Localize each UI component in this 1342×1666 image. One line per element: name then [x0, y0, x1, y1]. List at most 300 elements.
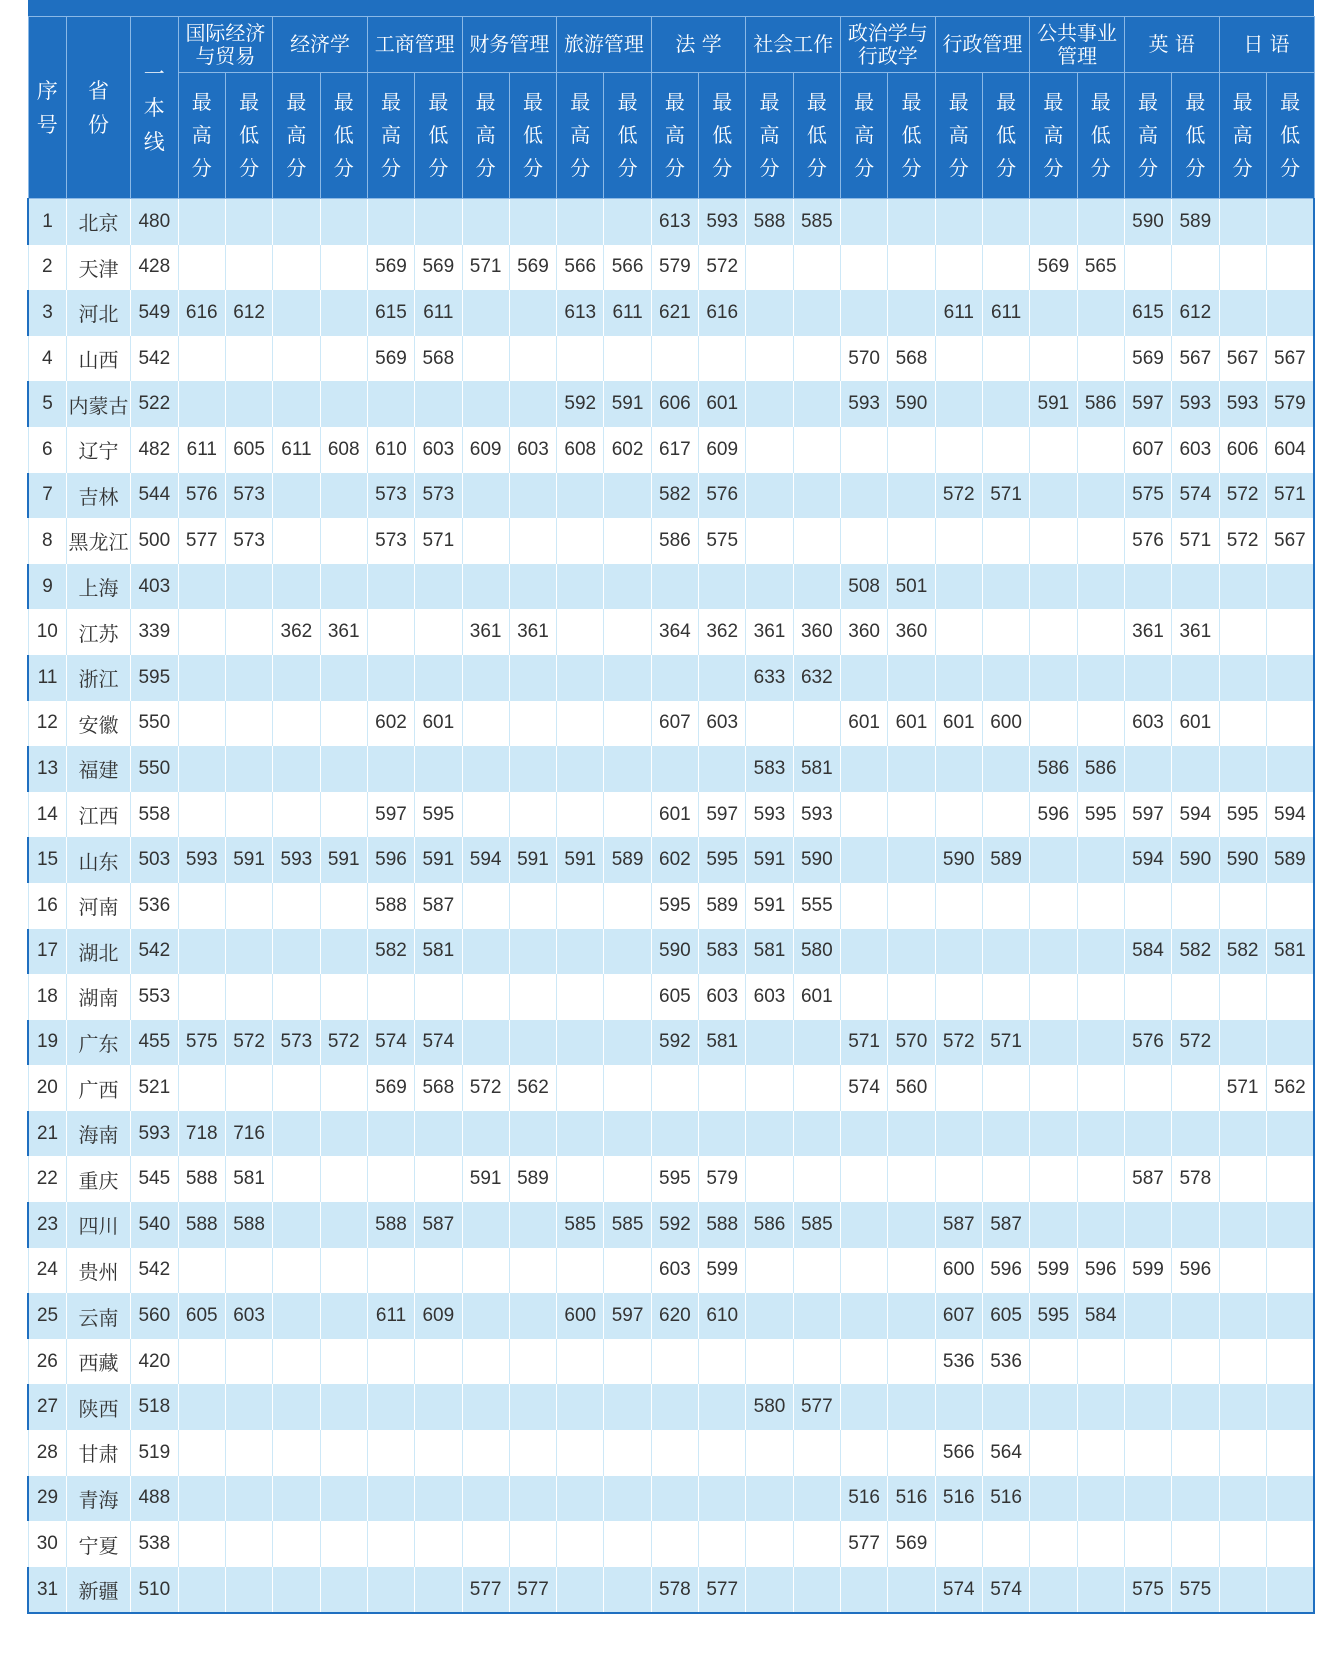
max-score-cell [1030, 701, 1077, 747]
min-score-cell [793, 1156, 840, 1202]
max-score-cell [1219, 655, 1266, 701]
max-score-cell [1030, 883, 1077, 929]
max-score-cell [462, 974, 509, 1020]
max-score-cell: 599 [1124, 1248, 1171, 1294]
major-header: 工商管理 [367, 17, 462, 73]
max-score-cell [1124, 746, 1171, 792]
max-score-cell [1219, 245, 1266, 291]
min-score-cell [1172, 1430, 1219, 1476]
min-score-cell [1172, 974, 1219, 1020]
min-score-cell [1077, 427, 1124, 473]
row-index: 1 [28, 199, 67, 245]
min-score-cell [225, 974, 272, 1020]
min-score-cell [1077, 1020, 1124, 1066]
max-score-cell [841, 792, 888, 838]
min-score-cell: 571 [1172, 518, 1219, 564]
min-score-cell: 577 [793, 1384, 840, 1430]
min-score-cell: 360 [793, 609, 840, 655]
min-score-cell: 603 [509, 427, 556, 473]
min-score-cell [225, 792, 272, 838]
first-tier-line: 519 [130, 1430, 178, 1476]
min-score-cell: 588 [699, 1202, 746, 1248]
province-name: 湖北 [67, 929, 131, 975]
max-score-cell: 718 [178, 1111, 225, 1157]
min-score-cell: 591 [415, 837, 462, 883]
min-score-cell: 595 [699, 837, 746, 883]
min-score-cell: 605 [225, 427, 272, 473]
min-score-cell [509, 1521, 556, 1567]
min-score-cell: 587 [415, 883, 462, 929]
min-score-cell [604, 974, 651, 1020]
max-score-cell [651, 1065, 698, 1111]
first-tier-line: 455 [130, 1020, 178, 1066]
max-score-cell [841, 427, 888, 473]
max-score-cell [841, 1384, 888, 1430]
min-score-cell: 591 [509, 837, 556, 883]
score-type-header-row [28, 73, 1314, 199]
min-score-cell [793, 1020, 840, 1066]
min-score-cell: 560 [888, 1065, 935, 1111]
max-score-cell [273, 655, 320, 701]
max-score-cell [367, 746, 414, 792]
max-score-cell [273, 336, 320, 382]
min-score-cell [982, 1111, 1029, 1157]
province-name: 山东 [67, 837, 131, 883]
max-score-cell [462, 929, 509, 975]
min-score-cell: 590 [793, 837, 840, 883]
max-score-cell [178, 564, 225, 610]
max-score-cell: 613 [557, 290, 604, 336]
max-score-cell [367, 564, 414, 610]
min-score-cell [320, 473, 367, 519]
max-score-cell [1030, 336, 1077, 382]
min-score-cell [1266, 1248, 1314, 1294]
max-score-cell: 605 [178, 1293, 225, 1339]
min-score-cell [1077, 518, 1124, 564]
min-score-cell [320, 1339, 367, 1385]
max-score-cell: 571 [841, 1020, 888, 1066]
max-score-cell [462, 1293, 509, 1339]
min-score-cell [415, 199, 462, 245]
max-score-cell: 600 [935, 1248, 982, 1294]
min-score-cell [888, 1339, 935, 1385]
first-tier-line: 482 [130, 427, 178, 473]
min-score-cell [509, 1339, 556, 1385]
province-name: 湖南 [67, 974, 131, 1020]
max-score-cell [651, 1111, 698, 1157]
max-score-cell [651, 1430, 698, 1476]
max-score-cell [1219, 1430, 1266, 1476]
table-row [28, 199, 1314, 245]
min-score-cell [1077, 473, 1124, 519]
max-score-cell [1030, 1430, 1077, 1476]
min-score-cell: 589 [1172, 199, 1219, 245]
table-row [28, 746, 1314, 792]
max-score-cell [557, 1111, 604, 1157]
max-score-cell: 516 [935, 1476, 982, 1522]
max-score-cell [1030, 427, 1077, 473]
min-score-cell [1077, 1339, 1124, 1385]
table-row [28, 1020, 1314, 1066]
max-score-cell [178, 381, 225, 427]
min-score-cell [1266, 883, 1314, 929]
min-score-cell: 597 [604, 1293, 651, 1339]
max-score-cell: 588 [178, 1156, 225, 1202]
max-score-cell [367, 609, 414, 655]
min-score-cell [320, 929, 367, 975]
max-score-cell [1030, 655, 1077, 701]
first-tier-line: 488 [130, 1476, 178, 1522]
max-score-cell [462, 473, 509, 519]
min-score-cell [509, 1384, 556, 1430]
max-score-cell [1219, 1156, 1266, 1202]
row-index: 11 [28, 655, 67, 701]
max-score-cell [746, 1339, 793, 1385]
row-index: 18 [28, 974, 67, 1020]
max-score-cell [1030, 837, 1077, 883]
max-score-cell: 580 [746, 1384, 793, 1430]
min-score-cell: 587 [415, 1202, 462, 1248]
province-name: 河南 [67, 883, 131, 929]
min-score-cell [793, 290, 840, 336]
min-score-cell [1172, 655, 1219, 701]
min-score-cell [320, 1065, 367, 1111]
min-score-cell [982, 427, 1029, 473]
min-score-cell: 609 [415, 1293, 462, 1339]
min-score-cell [320, 381, 367, 427]
max-score-cell [557, 336, 604, 382]
max-score-cell: 593 [841, 381, 888, 427]
min-score-cell [888, 199, 935, 245]
min-score-cell [888, 1111, 935, 1157]
max-score-cell [1030, 929, 1077, 975]
province-name: 四川 [67, 1202, 131, 1248]
province-name: 青海 [67, 1476, 131, 1522]
min-score-cell [1172, 245, 1219, 291]
min-score-cell [888, 1567, 935, 1614]
max-score-cell: 593 [1219, 381, 1266, 427]
min-score-cell [1077, 336, 1124, 382]
min-score-cell [415, 1384, 462, 1430]
min-score-cell [604, 883, 651, 929]
min-score-cell [320, 1293, 367, 1339]
max-score-cell [1030, 1476, 1077, 1522]
min-score-cell: 581 [699, 1020, 746, 1066]
min-score-cell [320, 1248, 367, 1294]
max-score-cell [557, 974, 604, 1020]
min-score-cell: 583 [699, 929, 746, 975]
max-score-cell: 574 [367, 1020, 414, 1066]
min-score-cell: 603 [1172, 427, 1219, 473]
first-tier-line: 545 [130, 1156, 178, 1202]
header-max-score: 最 高 分 [1219, 73, 1266, 199]
max-score-cell [462, 381, 509, 427]
max-score-cell [1030, 1521, 1077, 1567]
first-tier-line: 518 [130, 1384, 178, 1430]
max-score-cell [841, 837, 888, 883]
max-score-cell [273, 199, 320, 245]
min-score-cell: 593 [699, 199, 746, 245]
header-min-score: 最 低 分 [415, 73, 462, 199]
max-score-cell: 574 [935, 1567, 982, 1614]
row-index: 6 [28, 427, 67, 473]
min-score-cell: 597 [699, 792, 746, 838]
max-score-cell [557, 473, 604, 519]
min-score-cell: 573 [225, 473, 272, 519]
min-score-cell [982, 1065, 1029, 1111]
max-score-cell [273, 564, 320, 610]
min-score-cell [509, 290, 556, 336]
max-score-cell [557, 1476, 604, 1522]
max-score-cell [557, 1156, 604, 1202]
min-score-cell: 569 [415, 245, 462, 291]
province-name: 广东 [67, 1020, 131, 1066]
max-score-cell [367, 1111, 414, 1157]
max-score-cell: 615 [1124, 290, 1171, 336]
max-score-cell [273, 1065, 320, 1111]
max-score-cell [1030, 974, 1077, 1020]
max-score-cell [746, 1521, 793, 1567]
min-score-cell [1077, 1111, 1124, 1157]
min-score-cell [1077, 1384, 1124, 1430]
max-score-cell [746, 290, 793, 336]
table-row [28, 518, 1314, 564]
min-score-cell [320, 1202, 367, 1248]
row-index: 4 [28, 336, 67, 382]
max-score-cell [1219, 1384, 1266, 1430]
max-score-cell [273, 245, 320, 291]
max-score-cell [1124, 655, 1171, 701]
province-name: 江西 [67, 792, 131, 838]
min-score-cell: 501 [888, 564, 935, 610]
max-score-cell: 596 [1030, 792, 1077, 838]
min-score-cell [1266, 290, 1314, 336]
min-score-cell [1077, 1065, 1124, 1111]
header-top-bar [28, 0, 1314, 17]
min-score-cell [1266, 974, 1314, 1020]
min-score-cell: 601 [793, 974, 840, 1020]
min-score-cell [982, 245, 1029, 291]
first-tier-line: 428 [130, 245, 178, 291]
max-score-cell [935, 883, 982, 929]
min-score-cell [699, 1521, 746, 1567]
max-score-cell: 591 [462, 1156, 509, 1202]
max-score-cell: 602 [367, 701, 414, 747]
min-score-cell [604, 655, 651, 701]
major-header: 社会工作 [746, 17, 841, 73]
min-score-cell [1077, 199, 1124, 245]
min-score-cell [604, 518, 651, 564]
max-score-cell: 607 [651, 701, 698, 747]
min-score-cell: 566 [604, 245, 651, 291]
min-score-cell [793, 1476, 840, 1522]
min-score-cell: 596 [1077, 1248, 1124, 1294]
max-score-cell [1219, 1248, 1266, 1294]
table-body [28, 199, 1314, 1614]
max-score-cell [841, 1430, 888, 1476]
min-score-cell [699, 1111, 746, 1157]
min-score-cell [320, 701, 367, 747]
row-index: 17 [28, 929, 67, 975]
max-score-cell: 582 [651, 473, 698, 519]
max-score-cell [1219, 1339, 1266, 1385]
min-score-cell: 585 [793, 199, 840, 245]
min-score-cell [509, 199, 556, 245]
header-max-score: 最 高 分 [273, 73, 320, 199]
min-score-cell: 591 [320, 837, 367, 883]
max-score-cell: 577 [462, 1567, 509, 1614]
min-score-cell [320, 883, 367, 929]
first-tier-line: 560 [130, 1293, 178, 1339]
min-score-cell [320, 1521, 367, 1567]
first-tier-line: 553 [130, 974, 178, 1020]
max-score-cell [841, 746, 888, 792]
max-score-cell [557, 564, 604, 610]
max-score-cell: 573 [273, 1020, 320, 1066]
max-score-cell: 607 [935, 1293, 982, 1339]
min-score-cell [604, 336, 651, 382]
first-tier-line: 510 [130, 1567, 178, 1614]
min-score-cell [982, 381, 1029, 427]
min-score-cell [225, 199, 272, 245]
first-tier-line: 521 [130, 1065, 178, 1111]
min-score-cell: 605 [982, 1293, 1029, 1339]
max-score-cell: 594 [1124, 837, 1171, 883]
max-score-cell [178, 1065, 225, 1111]
max-score-cell [367, 1567, 414, 1614]
max-score-cell [557, 1065, 604, 1111]
max-score-cell [1219, 701, 1266, 747]
max-score-cell: 595 [1030, 1293, 1077, 1339]
max-score-cell [273, 518, 320, 564]
max-score-cell: 569 [367, 336, 414, 382]
min-score-cell [320, 518, 367, 564]
min-score-cell: 594 [1266, 792, 1314, 838]
max-score-cell [1219, 1567, 1266, 1614]
max-score-cell [746, 1065, 793, 1111]
min-score-cell: 587 [982, 1202, 1029, 1248]
major-header: 日 语 [1219, 17, 1314, 73]
max-score-cell [651, 1476, 698, 1522]
max-score-cell: 597 [1124, 792, 1171, 838]
min-score-cell: 555 [793, 883, 840, 929]
max-score-cell [178, 1430, 225, 1476]
min-score-cell [982, 1156, 1029, 1202]
max-score-cell [178, 792, 225, 838]
row-index: 5 [28, 381, 67, 427]
min-score-cell [1077, 655, 1124, 701]
min-score-cell: 569 [888, 1521, 935, 1567]
max-score-cell [1219, 974, 1266, 1020]
major-header: 国际经济与贸易 [178, 17, 273, 73]
max-score-cell: 572 [462, 1065, 509, 1111]
max-score-cell [1030, 1065, 1077, 1111]
max-score-cell [651, 336, 698, 382]
table-row [28, 1567, 1314, 1614]
min-score-cell [509, 1111, 556, 1157]
min-score-cell [699, 1339, 746, 1385]
max-score-cell: 607 [1124, 427, 1171, 473]
max-score-cell: 576 [178, 473, 225, 519]
max-score-cell [935, 518, 982, 564]
min-score-cell: 601 [415, 701, 462, 747]
max-score-cell [935, 1384, 982, 1430]
min-score-cell [320, 290, 367, 336]
min-score-cell: 567 [1266, 336, 1314, 382]
min-score-cell: 612 [1172, 290, 1219, 336]
max-score-cell: 592 [651, 1202, 698, 1248]
max-score-cell [1219, 1521, 1266, 1567]
table-header [28, 0, 1314, 199]
max-score-cell [841, 974, 888, 1020]
first-tier-line: 522 [130, 381, 178, 427]
max-score-cell: 361 [1124, 609, 1171, 655]
max-score-cell [273, 1521, 320, 1567]
header-max-score: 最 高 分 [557, 73, 604, 199]
max-score-cell [746, 701, 793, 747]
min-score-cell: 604 [1266, 427, 1314, 473]
max-score-cell [462, 1384, 509, 1430]
min-score-cell [1172, 1202, 1219, 1248]
first-tier-line: 558 [130, 792, 178, 838]
min-score-cell [604, 1567, 651, 1614]
min-score-cell: 603 [225, 1293, 272, 1339]
min-score-cell [604, 929, 651, 975]
max-score-cell: 592 [557, 381, 604, 427]
min-score-cell [604, 609, 651, 655]
max-score-cell [178, 1476, 225, 1522]
row-index: 13 [28, 746, 67, 792]
max-score-cell: 569 [1030, 245, 1077, 291]
table-row [28, 929, 1314, 975]
min-score-cell [415, 1430, 462, 1476]
province-name: 贵州 [67, 1248, 131, 1294]
max-score-cell [1219, 609, 1266, 655]
min-score-cell [982, 199, 1029, 245]
min-score-cell [888, 1384, 935, 1430]
min-score-cell [509, 655, 556, 701]
max-score-cell: 590 [1124, 199, 1171, 245]
min-score-cell [415, 609, 462, 655]
header-min-score: 最 低 分 [982, 73, 1029, 199]
max-score-cell [462, 1339, 509, 1385]
min-score-cell [320, 1430, 367, 1476]
first-tier-line: 593 [130, 1111, 178, 1157]
min-score-cell: 609 [699, 427, 746, 473]
min-score-cell: 568 [415, 336, 462, 382]
min-score-cell [982, 1384, 1029, 1430]
min-score-cell [320, 199, 367, 245]
min-score-cell [604, 1521, 651, 1567]
max-score-cell: 581 [746, 929, 793, 975]
max-score-cell [367, 1339, 414, 1385]
min-score-cell: 611 [415, 290, 462, 336]
min-score-cell [509, 1020, 556, 1066]
min-score-cell: 589 [699, 883, 746, 929]
min-score-cell [1266, 1384, 1314, 1430]
max-score-cell: 597 [367, 792, 414, 838]
min-score-cell [415, 1156, 462, 1202]
header-index: 序 号 [28, 17, 67, 199]
min-score-cell [888, 427, 935, 473]
max-score-cell [935, 427, 982, 473]
min-score-cell [415, 1567, 462, 1614]
max-score-cell [841, 473, 888, 519]
min-score-cell [225, 746, 272, 792]
max-score-cell: 588 [367, 883, 414, 929]
min-score-cell: 361 [320, 609, 367, 655]
min-score-cell: 596 [1172, 1248, 1219, 1294]
